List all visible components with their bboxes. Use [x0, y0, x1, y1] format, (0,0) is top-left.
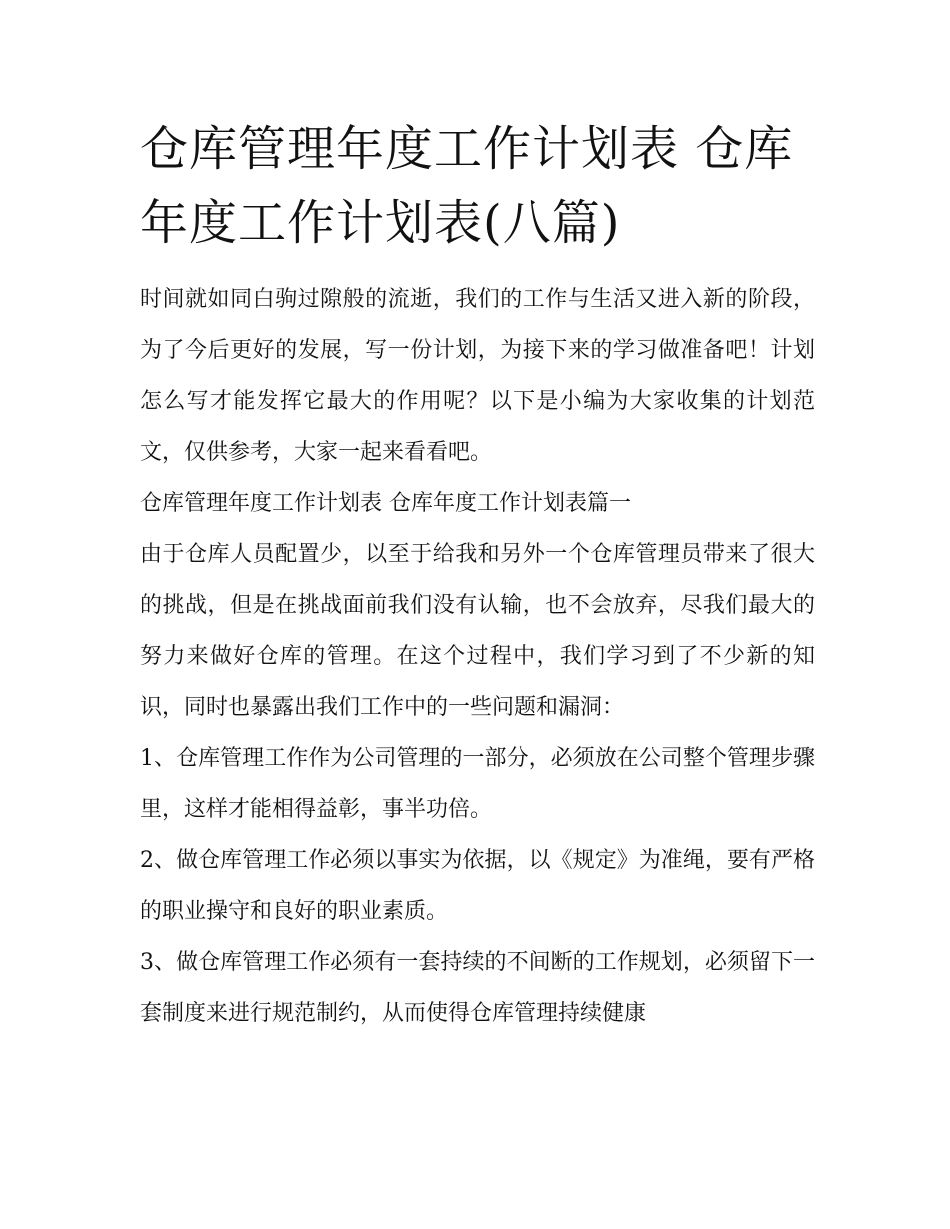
list-item: 2、做仓库管理工作必须以事实为依据，以《规定》为准绳，要有严格的职业操守和良好的职业素质。: [140, 848, 815, 924]
section-body-paragraph: 由于仓库人员配置少，以至于给我和另外一个仓库管理员带来了很大的挑战，但是在挑战面前我们没有认输，也不会放弃，尽我们最大的努力来做好仓库的管理。在这个过程中，我们学习到了不少新的知识，同时也暴露出我们工作中的一些问题和漏洞：: [140, 542, 815, 720]
list-item: 1、仓库管理工作作为公司管理的一部分，必须放在公司整个管理步骤里，这样才能相得益彰，事半功倍。: [140, 746, 815, 822]
document-page: [140, 112, 815, 1039]
list-item: 3、做仓库管理工作必须有一套持续的不间断的工作规划，必须留下一套制度来进行规范制约，从而使得仓库管理持续健康: [140, 950, 815, 1026]
intro-paragraph: 时间就如同白驹过隙般的流逝，我们的工作与生活又进入新的阶段，为了今后更好的发展，写一份计划，为接下来的学习做准备吧！计划怎么写才能发挥它最大的作用呢？以下是小编为大家收集的计划范文，仅供参考，大家一起来看看吧。: [140, 287, 815, 465]
document-title: 仓库管理年度工作计划表 仓库年度工作计划表(八篇): [140, 121, 794, 251]
section-heading: 仓库管理年度工作计划表 仓库年度工作计划表篇一: [140, 491, 631, 516]
